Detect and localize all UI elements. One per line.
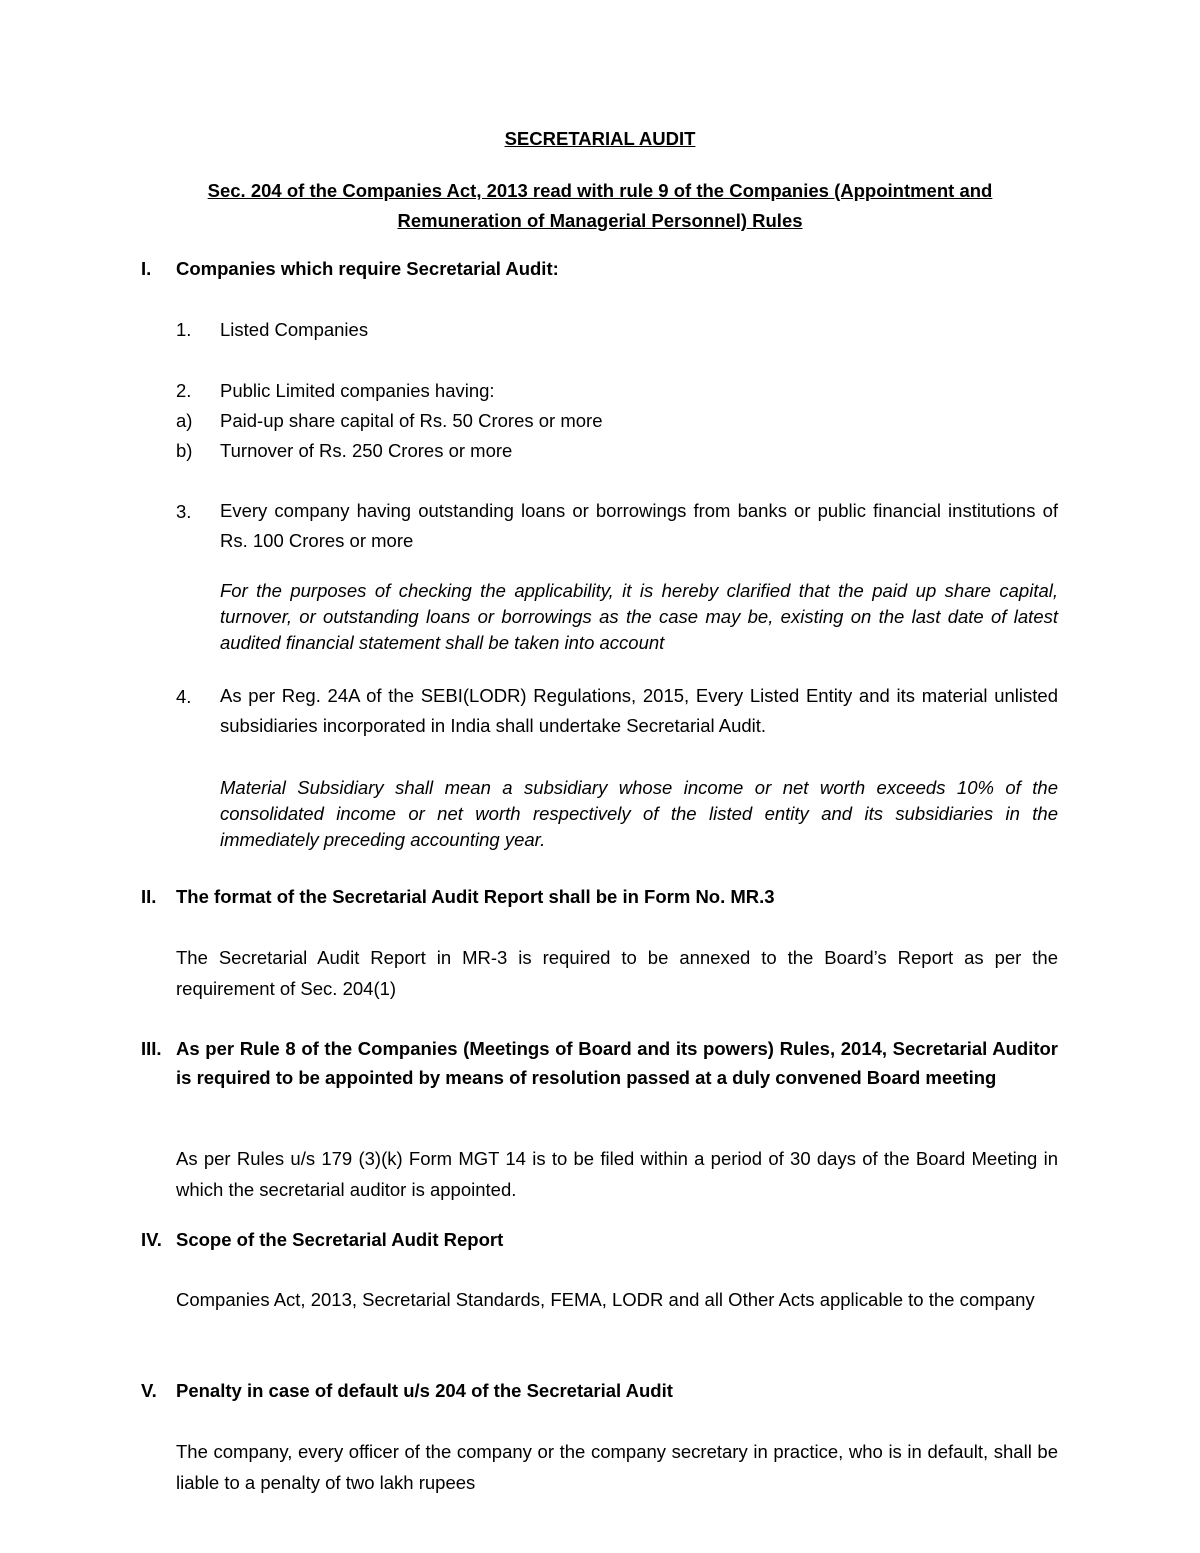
section-5-body: The company, every officer of the company or the company secretary in practice, who is in default, shall be liable to a penalty of two lakh rupees <box>176 1441 1058 1493</box>
section-4-body: Companies Act, 2013, Secretarial Standards, FEMA, LODR and all Other Acts applicable to the company <box>176 1289 1035 1310</box>
item-2a-text: Paid-up share capital of Rs. 50 Crores or more <box>220 410 603 431</box>
item-3-text: Every company having outstanding loans or borrowings from banks or public financial institutions of Rs. 100 Crores or more <box>220 500 1058 551</box>
section-1-numeral: I. <box>141 258 152 279</box>
item-2a-letter: a) <box>176 410 193 431</box>
item-2-text: Public Limited companies having: <box>220 380 495 401</box>
section-4-heading: Scope of the Secretarial Audit Report <box>176 1229 504 1250</box>
document-title: SECRETARIAL AUDIT <box>504 128 696 149</box>
item-1-text: Listed Companies <box>220 319 369 340</box>
section-3-heading: As per Rule 8 of the Companies (Meetings of Board and its powers) Rules, 2014, Secretarial Auditor is required to be appointed by means of resolution passed at a duly convened Board meeting <box>176 1038 1058 1088</box>
item-4-note: Material Subsidiary shall mean a subsidiary whose income or net worth exceeds 10% of the consolidated income or net worth respectively of the listed entity and its subsidiaries in the immediately preceding accounting year. <box>220 777 1058 850</box>
section-3-numeral: III. <box>141 1038 162 1059</box>
item-2-number: 2. <box>176 380 192 401</box>
document-subtitle-line1: Sec. 204 of the Companies Act, 2013 read with rule 9 of the Companies (Appointment and <box>207 180 993 201</box>
item-1-number: 1. <box>176 319 192 340</box>
section-2-body: The Secretarial Audit Report in MR-3 is required to be annexed to the Board’s Report as per the requirement of Sec. 204(1) <box>176 947 1058 999</box>
item-3-note: For the purposes of checking the applicability, it is hereby clarified that the paid up share capital, turnover, or outstanding loans or borrowings as the case may be, existing on the last date of latest audited financial statement shall be taken into account <box>220 580 1058 653</box>
item-2b-text: Turnover of Rs. 250 Crores or more <box>220 440 513 461</box>
section-5-numeral: V. <box>141 1380 157 1401</box>
item-2b-letter: b) <box>176 440 193 461</box>
section-1-heading: Companies which require Secretarial Audit: <box>176 258 559 279</box>
section-4-numeral: IV. <box>141 1229 162 1250</box>
item-3-number: 3. <box>176 501 192 522</box>
item-4-number: 4. <box>176 686 192 707</box>
item-4-text: As per Reg. 24A of the SEBI(LODR) Regulations, 2015, Every Listed Entity and its material unlisted subsidiaries incorporated in India shall undertake Secretarial Audit. <box>220 685 1058 736</box>
section-2-heading: The format of the Secretarial Audit Report shall be in Form No. MR.3 <box>176 886 775 907</box>
section-5-heading: Penalty in case of default u/s 204 of the Secretarial Audit <box>176 1380 673 1401</box>
section-2-numeral: II. <box>141 886 157 907</box>
section-3-body: As per Rules u/s 179 (3)(k) Form MGT 14 is to be filed within a period of 30 days of the Board Meeting in which the secretarial auditor is appointed. <box>176 1148 1058 1200</box>
document-subtitle-line2: Remuneration of Managerial Personnel) Rules <box>397 210 803 231</box>
